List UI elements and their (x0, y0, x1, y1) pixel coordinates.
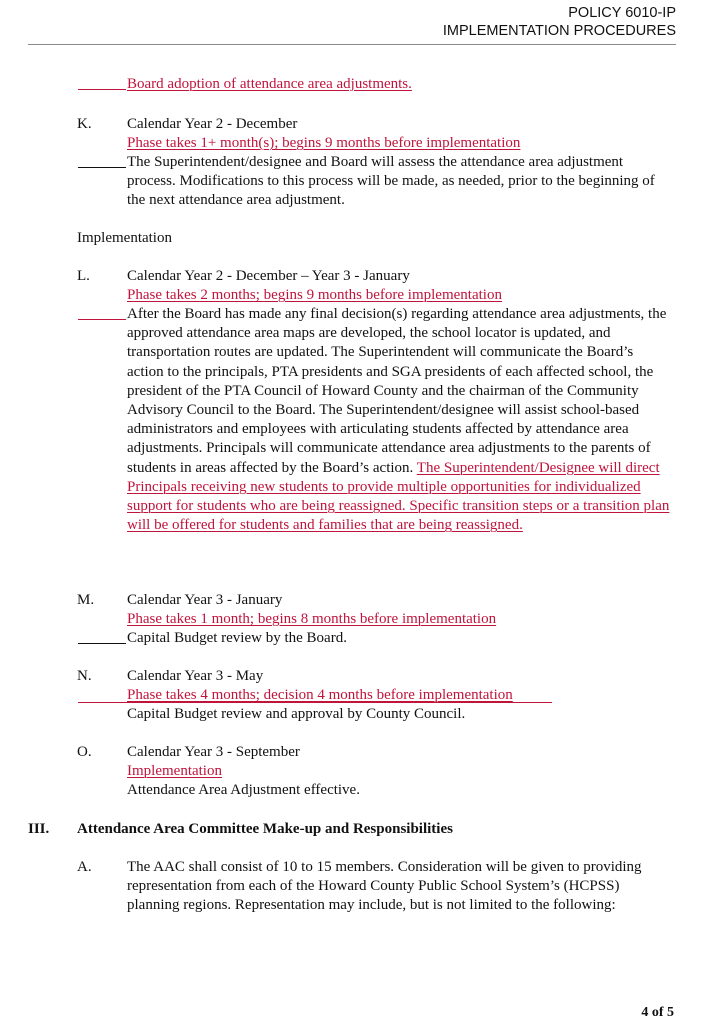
header-title: IMPLEMENTATION PROCEDURES (442, 23, 676, 39)
implementation-label: Implementation (77, 230, 172, 246)
item-l-phase: Phase takes 2 months; begins 9 months before implementation (127, 287, 502, 303)
page-header (443, 4, 676, 40)
item-l-title: Calendar Year 2 - December – Year 3 - January (127, 268, 410, 284)
item-k-body: The Superintendent/designee and Board will assess the attendance area adjustment process. Modifications to this process will be made, as needed, prior to the beginning of the next attendance area adjustment. (127, 154, 655, 209)
item-o-title: Calendar Year 3 - September (127, 744, 300, 760)
item-l-letter: L. (77, 268, 90, 284)
section-title: Attendance Area Committee Make-up and Responsibilities (77, 821, 453, 837)
item-l-body (127, 305, 672, 535)
board-adoption-text: Board adoption of attendance area adjustments. (127, 76, 412, 92)
red-rule-line (78, 702, 552, 703)
item-a-letter: A. (77, 859, 92, 875)
item-o-body: Attendance Area Adjustment effective. (127, 782, 360, 798)
item-n-body: Capital Budget review and approval by County Council. (127, 706, 466, 722)
item-m-title: Calendar Year 3 - January (127, 592, 283, 608)
blank-line (78, 319, 126, 320)
blank-line (78, 167, 126, 168)
item-l-body-text: After the Board has made any final decision(s) regarding attendance area adjustments, the approved attendance area maps are developed, the school locator is updated, and transportation routes are updated. The Superintendent will communicate the Board’s action to the principals, PTA presidents and SGA presidents of each affected school, the president of the PTA Council of Howard County and the chairman of the Community Advisory Council to the Board. The Superintendent/designee will assist school-based administrators and employees with articulating students affected by attendance area adjustments. Principals will communicate attendance area adjustments to the parents of students in areas affected by the Board’s action. (127, 306, 667, 476)
page-number: 4 of 5 (641, 1005, 674, 1020)
blank-line (78, 89, 126, 90)
item-n-letter: N. (77, 668, 92, 684)
item-n-phase: Phase takes 4 months; decision 4 months before implementation (127, 687, 513, 703)
item-m-phase: Phase takes 1 month; begins 8 months before implementation (127, 611, 497, 627)
item-a-body: The AAC shall consist of 10 to 15 members. Consideration will be given to providing representation from each of the Howard County Public School System’s (HCPSS) planning regions. Representation may include, but is not limited to the following: (127, 859, 642, 914)
item-o-letter: O. (77, 744, 92, 760)
section-numeral: III. (28, 821, 50, 837)
blank-line (78, 643, 126, 644)
item-m-body: Capital Budget review by the Board. (127, 630, 347, 646)
header-divider (28, 44, 676, 45)
item-k-title: Calendar Year 2 - December (127, 116, 298, 132)
item-k-letter: K. (77, 116, 92, 132)
item-k-phase: Phase takes 1+ month(s); begins 9 months before implementation (127, 135, 521, 151)
item-n-title: Calendar Year 3 - May (127, 668, 264, 684)
item-l-added-text: The Superintendent/Designee will direct Principals receiving new students to provide multiple opportunities for individualized support for students who are being reassigned. Specific transition steps or a transition plan will be offered for students and families that are being reassigned. (127, 459, 670, 534)
item-o-phase: Implementation (127, 763, 222, 779)
policy-number: POLICY 6010-IP (568, 5, 676, 21)
item-m-letter: M. (77, 592, 95, 608)
